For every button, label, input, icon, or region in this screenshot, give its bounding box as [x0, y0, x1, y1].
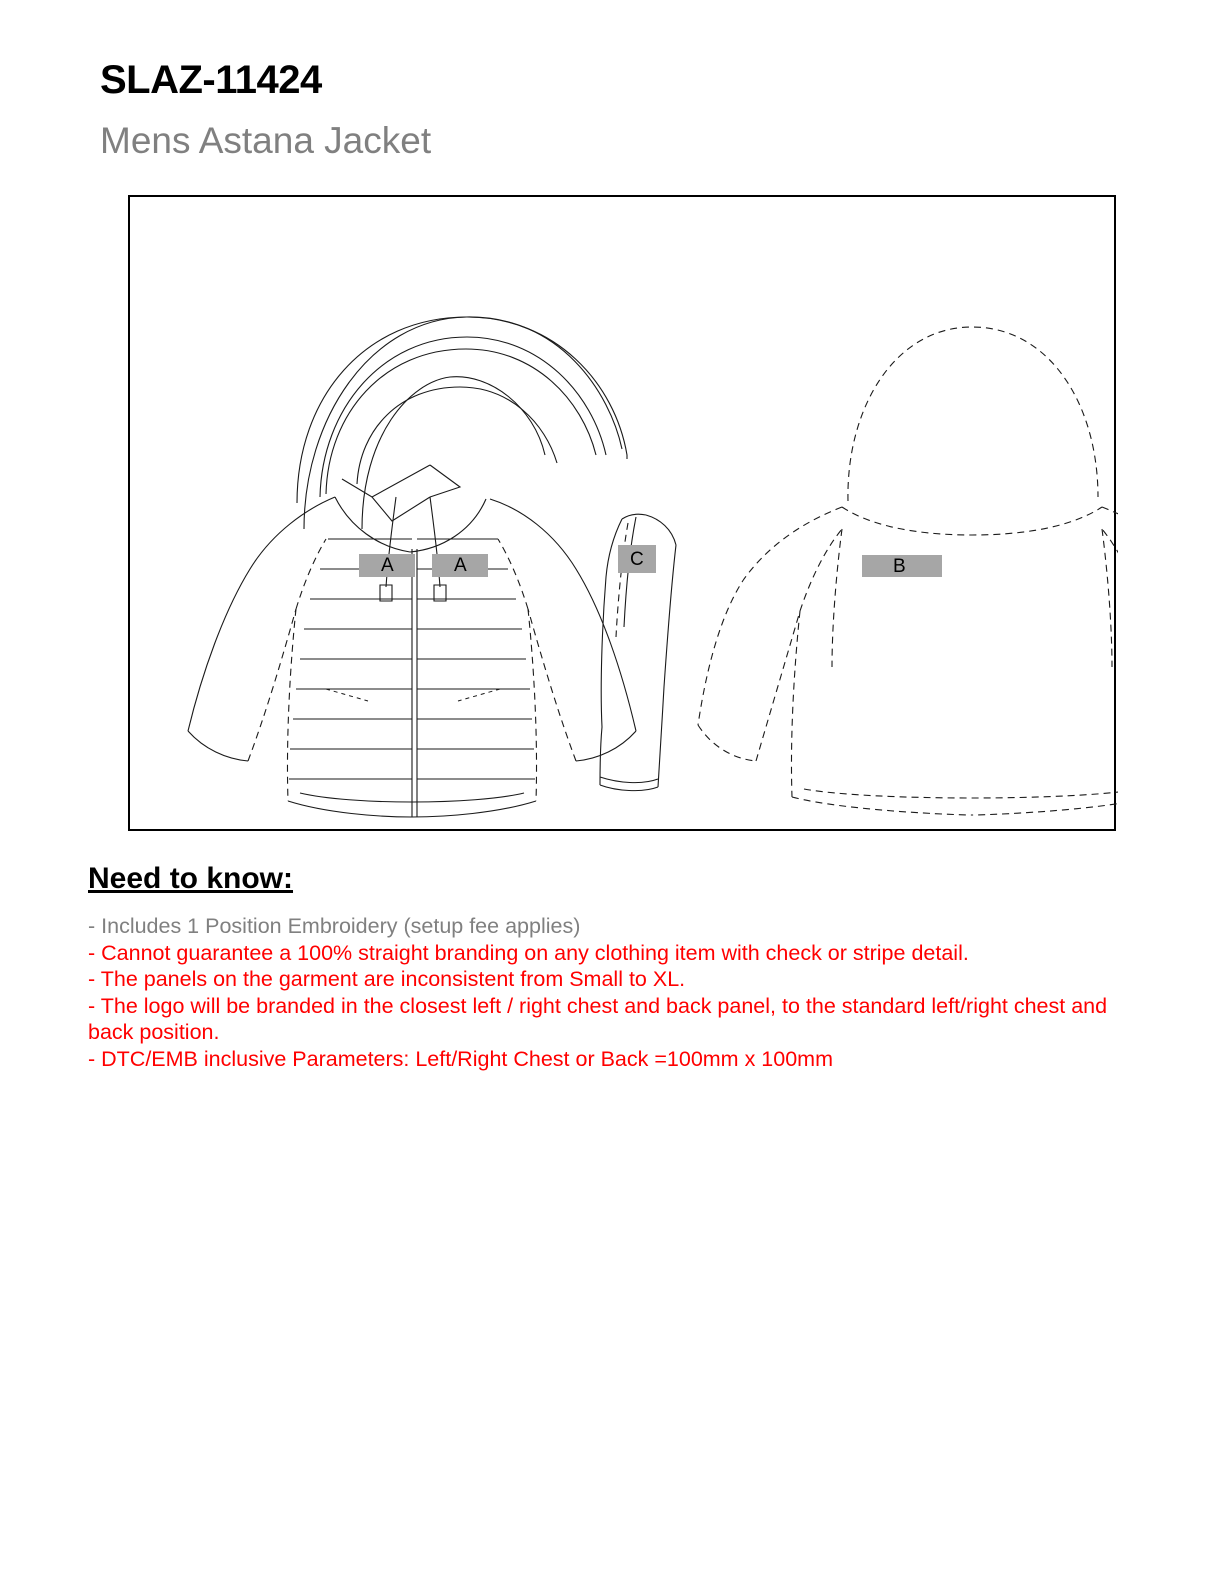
need-to-know-list: [88, 913, 1138, 1072]
note-item: - DTC/EMB inclusive Parameters: Left/Right Chest or Back =100mm x 100mm: [88, 1046, 833, 1071]
product-subtitle: Mens Astana Jacket: [100, 120, 432, 161]
garment-illustration: [130, 197, 1114, 829]
marker-b-label: B: [893, 556, 906, 577]
front-view: [188, 317, 636, 817]
note-item: - The panels on the garment are inconsistent from Small to XL.: [88, 967, 686, 991]
page-title: SLAZ-11424: [100, 58, 322, 102]
marker-c-label: C: [630, 549, 644, 570]
note-item: - The logo will be branded in the closest left / right chest and back panel, to the standard left/right chest and back position.: [88, 993, 1114, 1044]
back-view: [698, 327, 1118, 815]
note-item: - Cannot guarantee a 100% straight branding on any clothing item with check or stripe detail.: [88, 940, 969, 965]
note-item: - Includes 1 Position Embroidery (setup fee applies): [88, 914, 581, 938]
marker-a-right-label: A: [454, 555, 467, 576]
sleeve-view: [600, 514, 676, 790]
marker-a-left-label: A: [381, 555, 394, 576]
garment-figure-panel: [128, 195, 1116, 831]
need-to-know-heading: Need to know:: [88, 862, 294, 895]
